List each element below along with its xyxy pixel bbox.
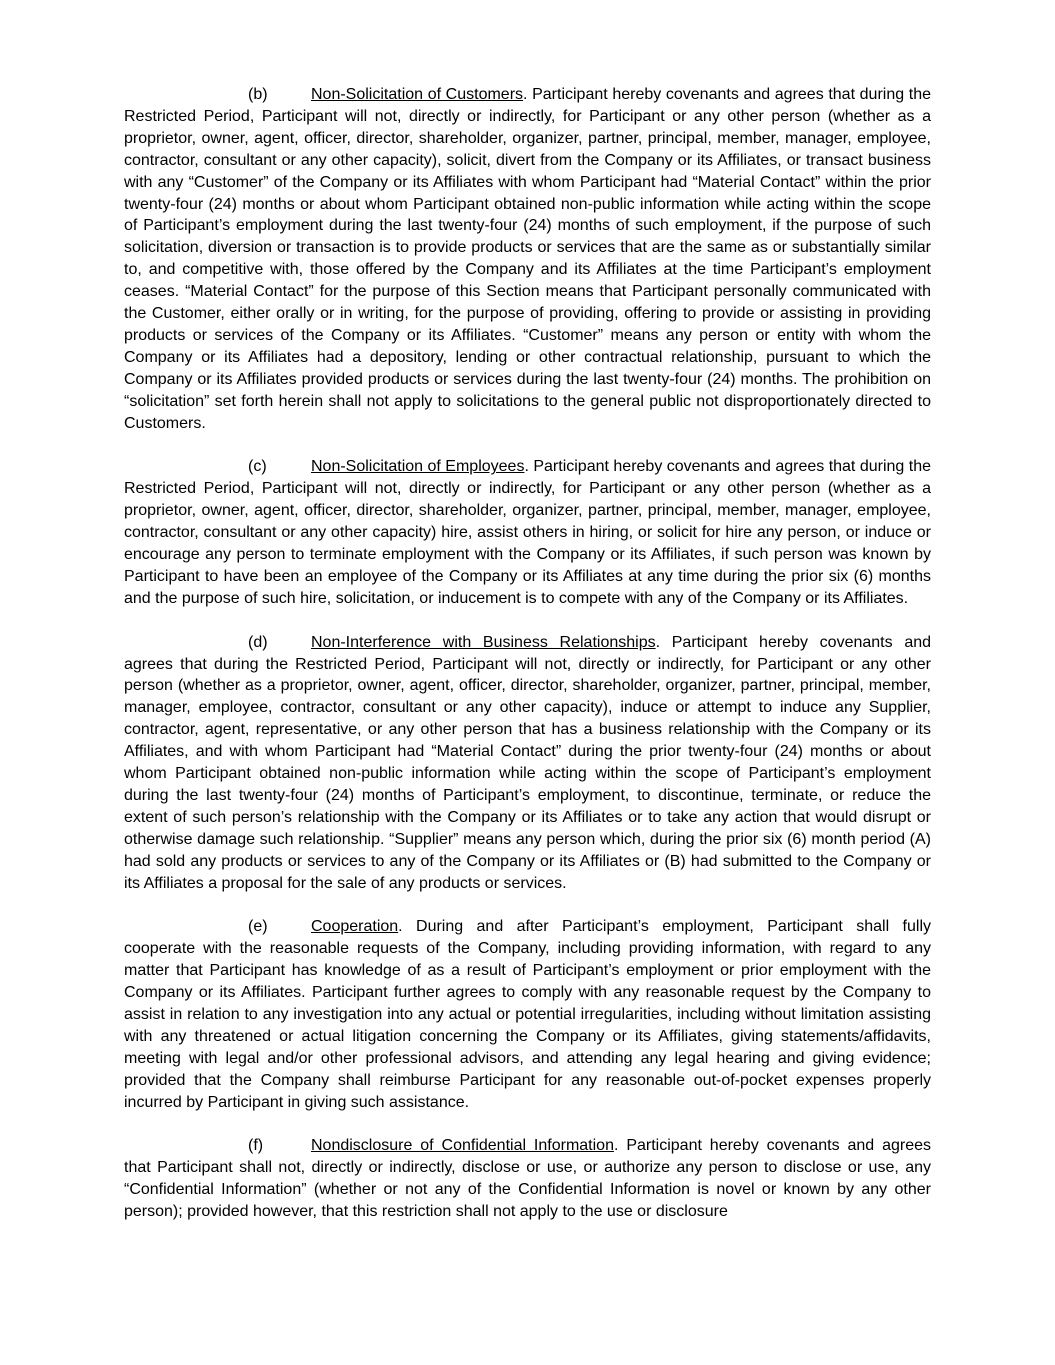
section-marker: (e) (248, 918, 268, 936)
section-body: . Participant hereby covenants and agrees that during the Restricted Period, Participant will not, directly or indirectly, for Participant or any other person (whether as a proprietor, owner, agent, officer, director, shareholder, organizer, partner, principal, member, manager, employee, contractor, consultant or any other capacity) hire, assist others in hiring, or solicit for hire any person, or induce or encourage any person to terminate employment with the Company or its Affiliates, if such person was known by Participant to have been an employee of the Company or its Affiliates at any time during the prior six (6) months and the purpose of such hire, solicitation, or inducement is to compete with any of the Company or its Affiliates. (124, 458, 931, 607)
section-e (124, 916, 931, 1113)
section-d (124, 632, 931, 895)
section-body: . Participant hereby covenants and agrees that Participant shall not, directly or indirectly, disclose or use, or authorize any person to disclose or use, any “Confidential Information” (whether or not any of the Confidential Information is novel or known by any other person); provided however, that this restriction shall not apply to the use or disclosure (124, 1137, 931, 1221)
section-marker: (c) (248, 458, 267, 476)
document-page (124, 84, 931, 1245)
section-heading: Nondisclosure of Confidential Information (311, 1137, 614, 1155)
section-f (124, 1135, 931, 1223)
section-marker: (d) (248, 633, 268, 651)
section-heading: Non-Interference with Business Relationships (311, 633, 656, 651)
section-b (124, 84, 931, 435)
section-body: . During and after Participant’s employment, Participant shall fully cooperate with the reasonable requests of the Company, including providing information, with regard to any matter that Participant has knowledge of as a result of Participant’s employment or prior employment with the Company or its Affiliates. Participant further agrees to comply with any reasonable request by the Company to assist in relation to any investigation into any actual or potential irregularities, including without limitation assisting with any threatened or actual litigation concerning the Company or its Affiliates, giving statements/affidavits, meeting with legal and/or other professional advisors, and attending any legal hearing and giving evidence; provided that the Company shall reimburse Participant for any reasonable out-of-pocket expenses properly incurred by Participant in giving such assistance. (124, 918, 931, 1111)
section-body: . Participant hereby covenants and agrees that during the Restricted Period, Participant will not, directly or indirectly, for Participant or any other person (whether as a proprietor, owner, agent, officer, director, shareholder, organizer, partner, principal, member, manager, employee, contractor, consultant or any other capacity), solicit, divert from the Company or its Affiliates, or transact business with any “Customer” of the Company or its Affiliates with whom Participant had “Material Contact” within the prior twenty-four (24) months or about whom Participant obtained non-public information while acting within the scope of Participant’s employment during the last twenty-four (24) months of such employment, if the purpose of such solicitation, diversion or transaction is to provide products or services that are the same as or substantially similar to, and competitive with, those offered by the Company and its Affiliates at the time Participant’s employment ceases. “Material Contact” for the purpose of this Section means that Participant personally communicated with the Customer, either orally or in writing, for the purpose of providing, offering to provide or assisting in providing products or services of the Company or its Affiliates. “Customer” means any person or entity with whom the Company or its Affiliates had a depository, lending or other contractual relationship, pursuant to which the Company or its Affiliates provided products or services during the last twenty-four (24) months. The prohibition on “solicitation” set forth herein shall not apply to solicitations to the general public not disproportionately directed to Customers. (124, 86, 931, 432)
section-marker: (f) (248, 1137, 264, 1155)
section-marker: (b) (248, 86, 268, 103)
section-c (124, 456, 931, 609)
section-heading: Cooperation (311, 918, 399, 936)
section-heading: Non-Solicitation of Employees (311, 458, 525, 476)
section-heading: Non-Solicitation of Customers (311, 86, 524, 103)
section-body: . Participant hereby covenants and agrees that during the Restricted Period, Participant will not, directly or indirectly, for Participant or any other person (whether as a proprietor, owner, agent, officer, director, shareholder, organizer, partner, principal, member, manager, employee, contractor, consultant or any other capacity), induce or attempt to induce any Supplier, contractor, agent, representative, or any other person that has a business relationship with the Company or its Affiliates, and with whom Participant had “Material Contact” during the prior twenty-four (24) months or about whom Participant obtained non-public information while acting within the scope of Participant’s employment during the last twenty-four (24) months of Participant’s employment, to discontinue, terminate, or reduce the extent of such person’s relationship with the Company or its Affiliates or to take any action that would disrupt or otherwise damage such relationship. “Supplier” means any person which, during the prior six (6) month period (A) had sold any products or services to any of the Company or its Affiliates or (B) had submitted to the Company or its Affiliates a proposal for the sale of any products or services. (124, 633, 932, 892)
